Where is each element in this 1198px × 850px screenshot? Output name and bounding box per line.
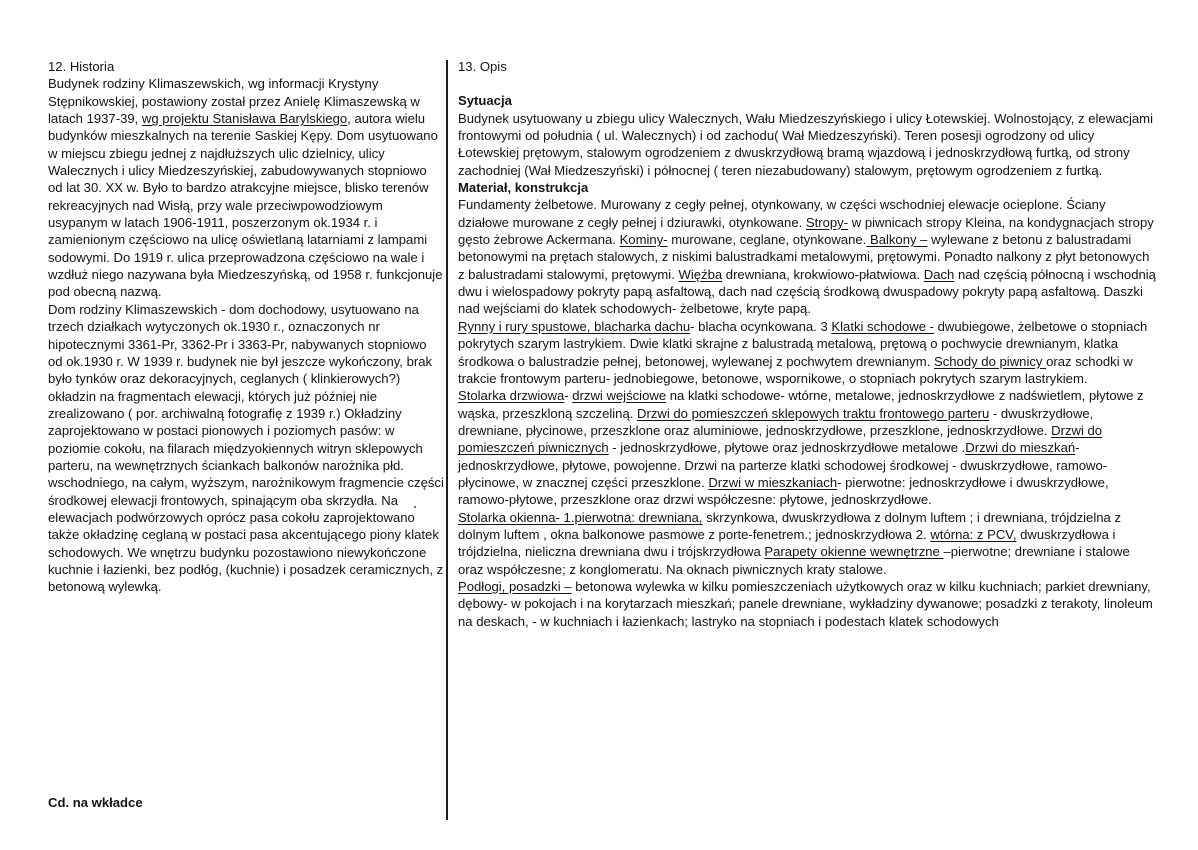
- history-text-a: Budynek rodziny Klimaszewskich, wg informacji Krystyny Stępnikowskiej, postawiony został przez Anielę Klimaszewską w latach 1937-39,: [48, 76, 420, 127]
- history-paragraph-2: Dom rodziny Klimaszewskich - dom dochodowy, usytuowano na trzech działkach wytyczonych ok.1930 r., oznaczonych nr hipotecznymi 3361-Pr, 3362-Pr i 3363-Pr, nabywanych stopniowo od ok.1930 r. W 1939 r. budynek nie był jeszcze wykończony, brak było tynków oraz dekoracyjnych, ceglanych ( klinkierowych?) okładzin na fragmentach elewacji, których już później nie zrealizowano ( por. archiwalną fotografię z 1939 r.) Okładziny zaprojektowano w postaci pionowych i poziomych pasów: w poziomie cokołu, na filarach międzyokiennych witryn sklepowych parteru, na wewnętrznych ściankach balkonów narożnika płd. wschodniego, na całym, wyższym, narożnikowym fragmencie części środkowej elewacji frontowych, spinającym oba skrzydła. Na elewacjach podwórzowych oprócz pasa cokołu zaprojektowano także okładzinę ceglaną w postaci pasa akcentującego piony klatek schodowych. We wnętrzu budynku pozostawiono niewykończone kuchnie i łazienki, bez podłóg, (kuchnie) i posadzek ceramicznych, z betonową wylewką.: [48, 301, 444, 595]
- text-span: - blacha ocynkowana. 3: [690, 318, 832, 334]
- label-kominy: Kominy-: [619, 232, 668, 248]
- text-span: - dwuskrzydłowe, drewniane, płycinowe, przeszklone oraz aluminiowe, jednoskrzydłowe, przeszklone, jednoskrzydłowe.: [458, 405, 1094, 438]
- continued-note: Cd. na wkładce: [48, 795, 143, 810]
- label-drzwi-wejsciowe: drzwi wejściowe: [572, 388, 667, 404]
- column-divider: [446, 60, 448, 820]
- label-parapety: Parapety okienne wewnętrzne: [764, 544, 944, 560]
- label-stolarka-okienna: Stolarka okienna- 1.pierwotna: drewniana,: [458, 509, 703, 525]
- label-rynny: Rynny i rury spustowe, blacharka dachu: [458, 318, 691, 334]
- text-span: wylewane z betonu z balustradami betonowymi na prętach stalowych, z niskimi balustradkami metalowymi, prętowymi. Ponadto nalkony z płyt betonowych z balustradami stalowymi, prętowymi.: [458, 232, 1150, 282]
- text-span: murowane, ceglane, otynkowane.: [667, 232, 867, 248]
- text-span: - jednoskrzydłowe, płytowe oraz jednoskrzydłowe metalowe .: [608, 440, 966, 456]
- situation-heading: Sytuacja: [458, 93, 512, 109]
- label-wtorna: wtórna: z PCV,: [930, 526, 1017, 542]
- label-klatki: Klatki schodowe -: [831, 318, 935, 334]
- label-drzwi-mieszkan: Drzwi do mieszkań: [965, 440, 1076, 456]
- description-title: 13. Opis: [458, 59, 507, 74]
- text-span: –pierwotne; drewniane i stalowe oraz współczesne; z konglomeratu. Na oknach piwnicznych kraty stalowe.: [458, 544, 1130, 577]
- text-span: - pierwotne: jednoskrzydłowe i dwuskrzydłowe, ramowo-płytowe, przeszklone oraz drzwi współczesne: płytowe, jednoskrzydłowe.: [458, 474, 1109, 508]
- label-wiezba: Więźba: [678, 266, 723, 282]
- history-paragraph-1: [48, 75, 444, 300]
- history-text-b: , autora wielu budynków mieszkalnych na terenie Saskiej Kępy. Dom usytuowano w miejscu zbiegu jednej z najdłuższych ulic dzielnicy, ulicy Walecznych i ulicy Miedzeszyńskiej, zabudowywanych stopniowo od lat 30. XX w. Było to bardzo atrakcyjne miejsce, blisko terenów rekreacyjnych nad Wisłą, przy wale przeciwpowodziowym usypanym w latach 1906-1911, poszerzonym ok.1934 r. i zamienionym częściowo na ulicę oświetlaną latarniami z lampami sodowymi. Do 1919 r. ulica przeprowadzona częściowo na wale i wzdłuż niego nazywana była Miedzeszyńską, od 1958 r. funkcjonuje pod obecną nazwą.: [48, 111, 443, 300]
- text-span: dwuskrzydłowa i trójdzielna, nieliczna drewniana dwu i trójskrzydłowa: [458, 526, 1116, 560]
- label-dach: Dach: [923, 266, 955, 282]
- text-span: skrzynkowa, dwuskrzydłowa z dolnym luftem ; i drewniana, trójdzielna z dolnym luftem , okna balkonowe pasmowe z porte-fenetrem.; jednoskrzydłowa 2.: [458, 509, 1121, 542]
- situation-text: Budynek usytuowany u zbiegu ulicy Walecznych, Wału Miedzeszyńskiego i ulicy Łotewskiej. Wolnostojący, z elewacjami frontowymi od południa ( ul. Walecznych) i od zachodu( Wał Miedzeszyński). Teren posesji ogrodzony od ulicy Łotewskiej prętowym, stalowym ogrodzeniem z dwuskrzydłową bramą wjazdową i jednoskrzydłową furtką, od strony zachodniej (Wał Miedzeszyński) i północnej ( teren niezabudowany) stalowym, prętowym ogrodzeniem z furtką.: [458, 110, 1153, 178]
- text-span: drewniana, krokwiowo-płatwiowa.: [722, 266, 924, 282]
- spacer: [458, 75, 1158, 92]
- label-drzwi-sklepowe: Drzwi do pomieszczeń sklepowych traktu frontowego parteru: [637, 405, 990, 421]
- history-column: [48, 58, 444, 596]
- label-podlogi: Podłogi, posadzki –: [458, 578, 572, 594]
- text-span: Fundamenty żelbetowe. Murowany z cegły pełnej, otynkowany, w części wschodniej elewacje ocieplone. Ściany działowe murowane z cegły pełnej i dziurawki, otynkowane.: [458, 197, 1106, 230]
- text-span: betonowa wylewka w kilku pomieszczeniach użytkowych oraz w kilku kuchniach; parkiet drewniany, dębowy- w pokojach i na korytarzach mieszkań; panele drewniane, wykładziny dywanowe; posadzki z terakoty, linoleum na deskach, - w kuchniach i łazienkach; lastryko na stopniach i podestach klatek schodowych: [458, 578, 1153, 629]
- label-stropy: Stropy-: [805, 214, 849, 230]
- architect-reference: wg projektu Stanisława Barylskiego: [141, 111, 348, 127]
- description-column: [458, 58, 1158, 630]
- text-span: - jednoskrzydłowe, płytowe, powojenne. Drzwi na parterze klatki schodowej środkowej - dwuskrzydłowe, ramowo-płycinowe, w znacznej części przeszklone.: [458, 440, 1108, 490]
- material-heading: Materiał, konstrukcja: [458, 180, 589, 196]
- text-span: -: [564, 388, 573, 404]
- label-drzwi-w-mieszkaniach: Drzwi w mieszkaniach: [708, 474, 838, 490]
- text-span: dwubiegowe, żelbetowe o stopniach pokrytych szarym lastrykiem. Dwie klatki skrajne z balustradą metalową, prętową o pochwycie drewnianym, klatka środkowa o balustradzie pełnej, betonowej, wylewanej z pochwytem drewnianym.: [458, 318, 1148, 369]
- label-stolarka-drzwiowa: Stolarka drzwiowa: [458, 388, 565, 404]
- label-balkony: Balkony –: [866, 232, 928, 248]
- label-drzwi-piwniczne: Drzwi do pomieszczeń piwnicznych: [458, 422, 1103, 456]
- text-span: oraz schodki w trakcie frontowym parteru- jednobiegowe, betonowe, wspornikowe, o stopniach pokrytych szarym lastrykiem.: [458, 353, 1133, 386]
- scan-speck: [414, 506, 416, 508]
- text-span: nad częścią północną i wschodnią dwu i wielospadowy pokryty papą asfaltową, dach nad częścią środkową dwuspadowy pokryty papą asfaltową. Daszki nad wejściami do klatek schodowych- żelbetowe, kryte papą.: [458, 266, 1156, 317]
- history-title: 12. Historia: [48, 59, 115, 74]
- label-schody: Schody do piwnicy: [934, 353, 1047, 369]
- material-text: [458, 196, 1158, 630]
- text-span: w piwnicach stropy Kleina, na kondygnacjach stropy gęsto żebrowe Ackermana.: [458, 214, 1154, 248]
- text-span: na klatki schodowe- wtórne, metalowe, jednoskrzydłowe z nadświetlem, płytowe z wąska, przeszkloną szczeliną.: [458, 388, 1144, 421]
